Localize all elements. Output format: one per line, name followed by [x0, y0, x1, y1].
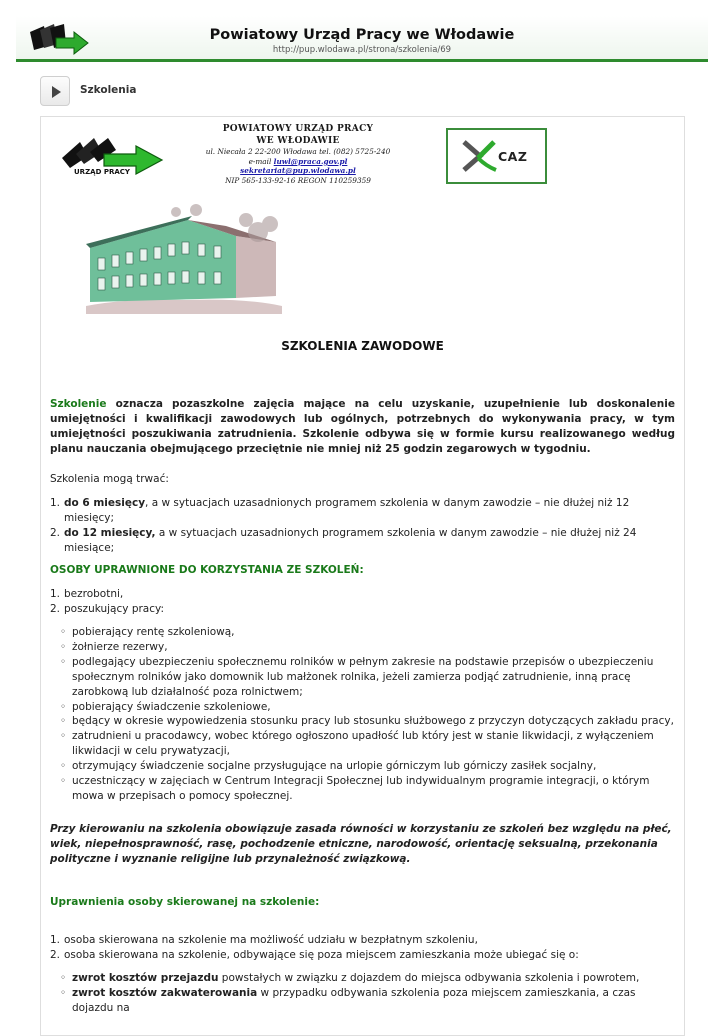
letterhead-text: [178, 124, 418, 185]
caz-emblem-icon: [460, 136, 500, 176]
letterhead-address: ul. Niecała 2 22-200 Włodawa tel. (082) 5725-240: [205, 147, 391, 157]
page-url[interactable]: http://pup.wlodawa.pl/strona/szkolenia/69: [272, 45, 452, 55]
caz-logo: [446, 128, 547, 184]
list-item: 2. poszukujący pracy:: [50, 602, 164, 615]
breadcrumb-label[interactable]: Szkolenia: [80, 84, 137, 96]
breadcrumb-button[interactable]: [40, 76, 70, 106]
list-item: 1. osoba skierowana na szkolenie ma możliwość udziału w bezpłatnym szkoleniu,: [50, 934, 478, 946]
intro-paragraph: [50, 397, 675, 457]
duration-list: [50, 496, 675, 556]
site-header: [16, 16, 708, 62]
list-item: 1. bezrobotni,: [50, 588, 124, 600]
equality-paragraph: Przy kierowaniu na szkolenia obowiązuje zasada równości w korzystaniu ze szkoleń bez względu na płeć, wiek, niepełnosprawność, rasę, pochodzenie etniczne, narodowość, orientację seksualną, przekonania polityczne i wyznanie religijne lub przynależność związkową.: [50, 823, 672, 865]
intro-term: Szkolenie: [50, 398, 107, 410]
list-item: ◦ pobierający rentę szkoleniową,: [60, 625, 675, 640]
letterhead: [60, 120, 420, 192]
letterhead-logo-text: URZĄD PRACY: [74, 168, 130, 176]
building-photo-icon: [86, 202, 282, 314]
intro-text: oznacza pozaszkolne zajęcia mające na celu uzyskanie, uzupełnienie lub doskonalenie umiejętności i kwalifikacji zawodowych lub ogólnych, potrzebnych do wykonywania pracy, w tym umiejętności poszukiwania zatrudnienia. Szkolenie odbywa się w formie kursu realizowanego według planu nauczania obejmującego przeciętnie nie mniej niż 25 godzin zegarowych w tygodniu.: [50, 398, 675, 455]
eligible-sublist: [60, 625, 675, 804]
list-item: ◦ żołnierze rezerwy,: [60, 640, 675, 655]
list-item: ◦ podlegający ubezpieczeniu społecznemu rolników w pełnym zakresie na podstawie przepisów o ubezpieczeniu społecznym rolników jako domownik lub małżonek rolnika, jeżeli zamierza podjąć zatrudnienie, inną pracę zarobkową lub działalność poza rolnictwem;: [60, 655, 675, 700]
list-item: 1. do 6 miesięcy, a w sytuacjach uzasadnionych programem szkolenia w danym zawodzie – nie dłużej niż 12 miesięcy;: [50, 497, 630, 524]
list-item: 2. osoba skierowana na szkolenie, odbywające się poza miejscem zamieszkania może ubiegać się o:: [50, 948, 579, 961]
letterhead-email-label: e-mail: [248, 156, 272, 166]
letterhead-email-2[interactable]: sekretariat@pup.wlodawa.pl: [240, 166, 356, 176]
eligible-list: [50, 587, 675, 617]
letterhead-org-2: WE WŁODAWIE: [256, 135, 340, 146]
site-title: Powiatowy Urząd Pracy we Włodawie: [209, 27, 515, 43]
duration-lead: Szkolenia mogą trwać:: [50, 473, 169, 485]
rights-list: [50, 933, 675, 963]
list-item: ◦ otrzymujący świadczenie socjalne przysługujące na urlopie górniczym lub górniczy zasiłek socjalny,: [60, 759, 675, 774]
play-arrow-icon: [49, 85, 63, 99]
list-item: ◦ będący w okresie wypowiedzenia stosunku pracy lub stosunku służbowego z przyczyn dotyczących zakładu pracy,: [60, 714, 675, 729]
list-item: ◦ zatrudnieni u pracodawcy, wobec którego ogłoszono upadłość lub który jest w stanie likwidacji, z wyłączeniem likwidacji w celu prywatyzacji,: [60, 729, 675, 759]
caz-label: CAZ: [498, 149, 528, 164]
list-item: ◦ zwrot kosztów zakwaterowania w przypadku odbywania szkolenia poza miejscem zamieszkania, a czas dojazdu na: [60, 986, 675, 1016]
letterhead-nip: NIP 565-133-92-16 REGON 110259359: [225, 175, 371, 185]
list-item: 2. do 12 miesięcy, a w sytuacjach uzasadnionych programem szkolenia w danym zawodzie – nie dłużej niż 24 miesiące;: [50, 526, 637, 554]
list-item: ◦ zwrot kosztów przejazdu powstałych w związku z dojazdem do miejsca odbywania szkolenia i powrotem,: [60, 971, 675, 986]
page-title: SZKOLENIA ZAWODOWE: [281, 339, 444, 353]
letterhead-email-1[interactable]: luwl@praca.gov.pl: [273, 156, 348, 166]
list-item: ◦ pobierający świadczenie szkoleniowe,: [60, 700, 675, 715]
eligible-heading: OSOBY UPRAWNIONE DO KORZYSTANIA ZE SZKOLEŃ:: [50, 564, 364, 576]
letterhead-org-1: POWIATOWY URZĄD PRACY: [222, 124, 374, 134]
rights-heading: Uprawnienia osoby skierowanej na szkolenie:: [50, 896, 320, 908]
list-item: ◦ uczestniczący w zajęciach w Centrum Integracji Społecznej lub indywidualnym programie integracji, o którym mowa w przepisach o pomocy społecznej.: [60, 774, 675, 804]
rights-sublist: [60, 971, 675, 1016]
letterhead-logo: [60, 132, 166, 180]
